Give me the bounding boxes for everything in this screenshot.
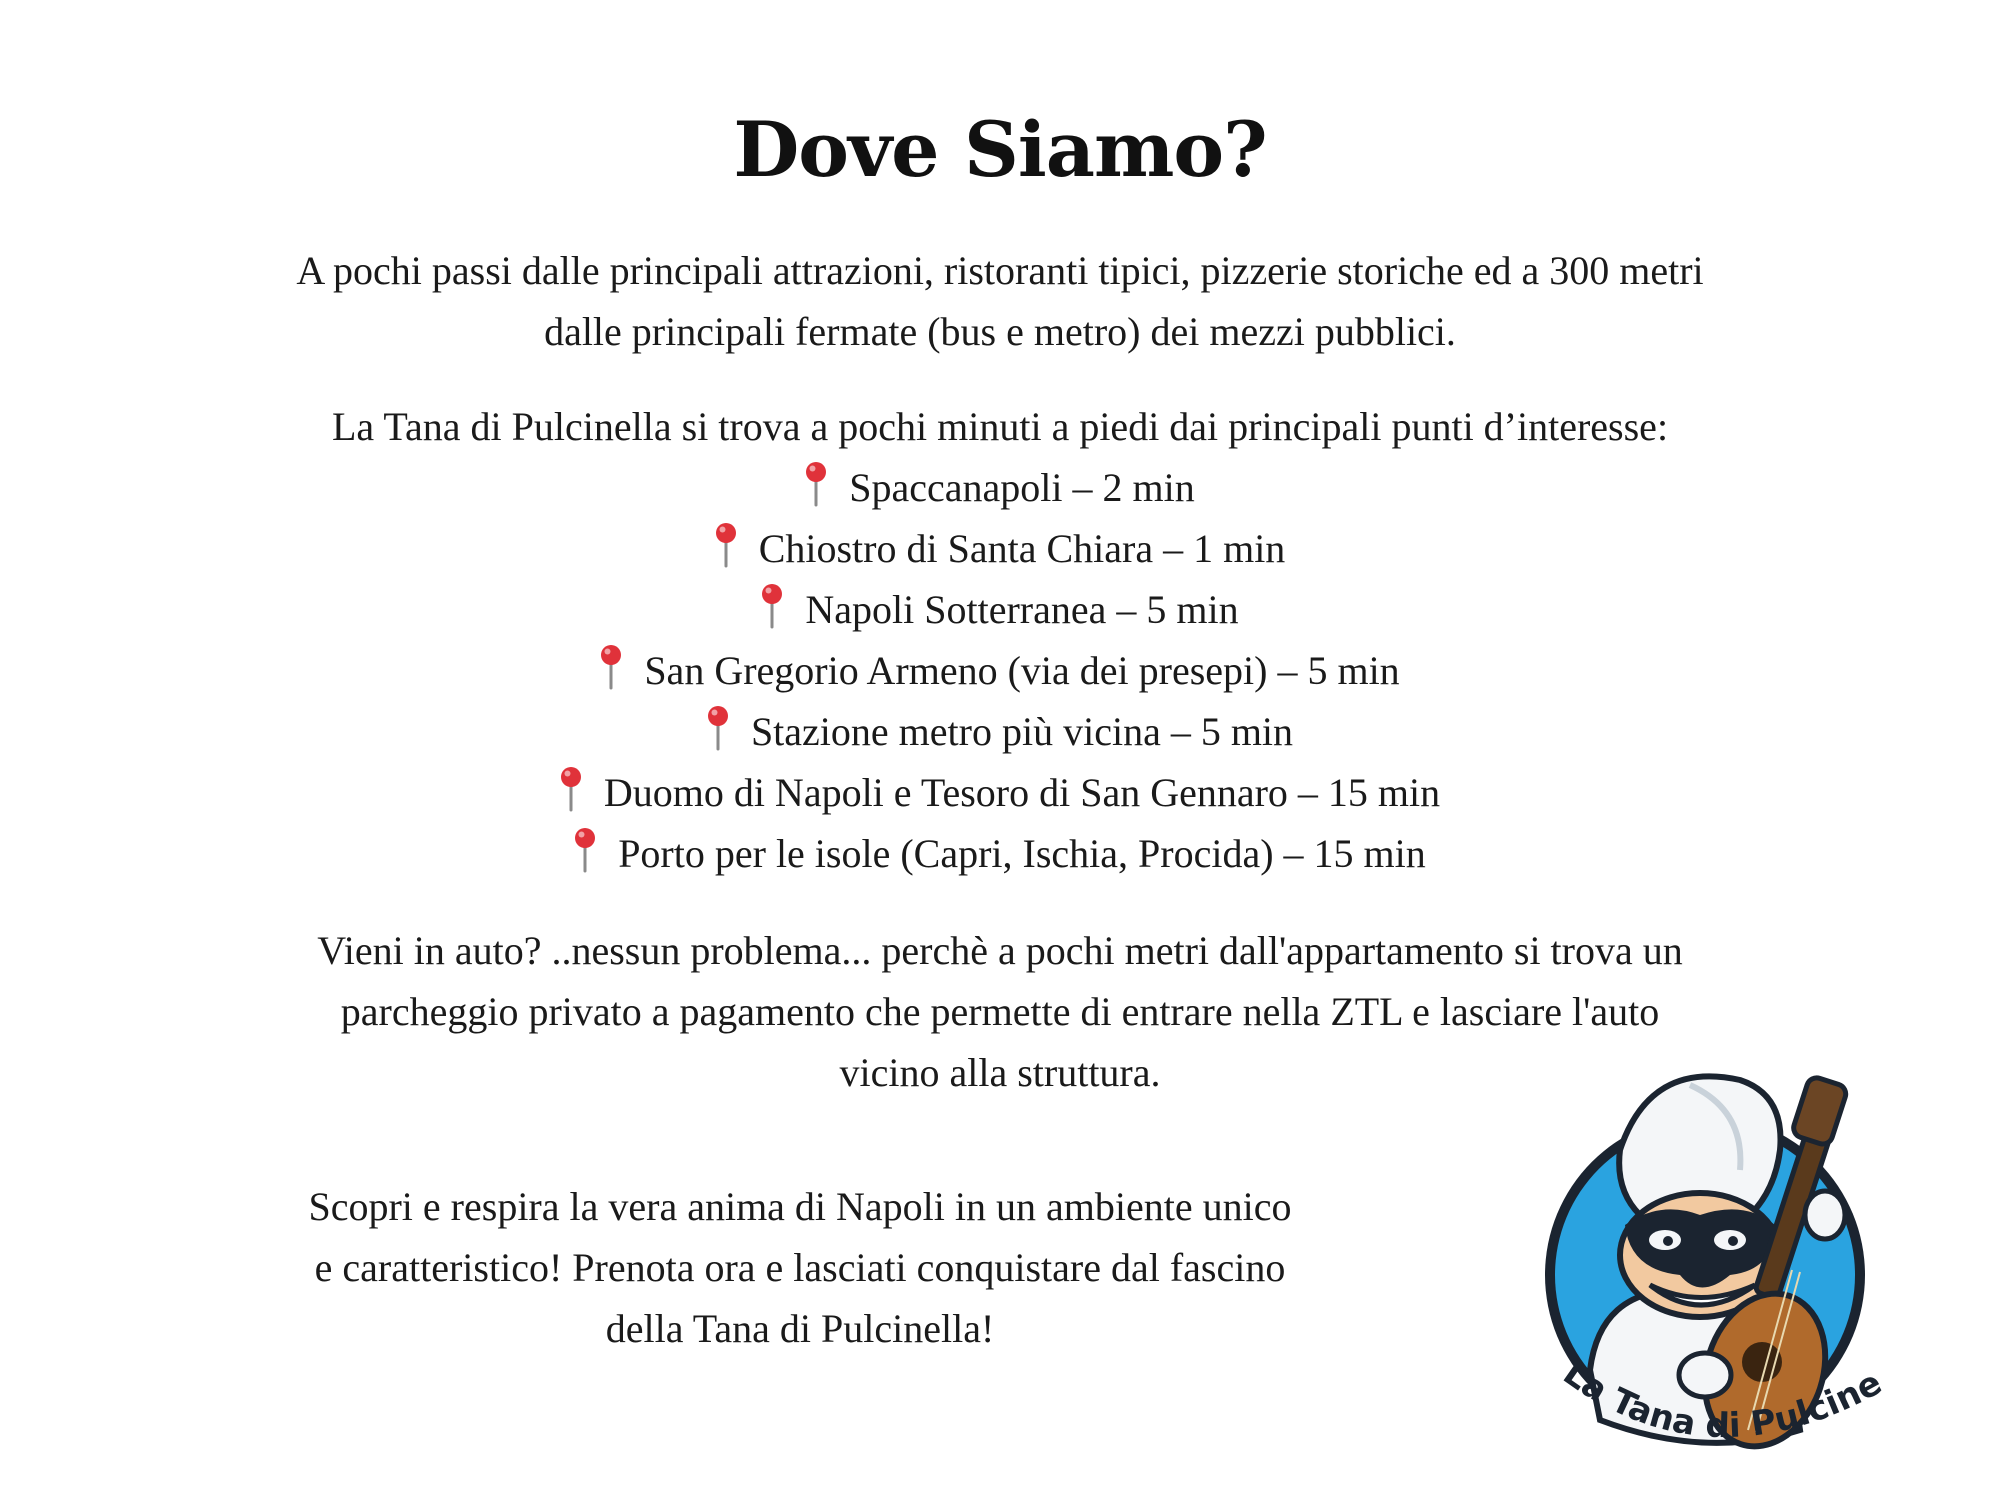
closing-paragraph [150,1176,1450,1359]
intro-paragraph [0,240,2000,362]
closing-line-2: e caratteristico! Prenota ora e lasciati conquistare dal fascino [314,1245,1286,1290]
poi-intro-text: La Tana di Pulcinella si trova a pochi minuti a piedi dai principali punti d’interesse: [331,404,1669,449]
closing-line-1: Scopri e respira la vera anima di Napoli in un ambiente unico [308,1184,1292,1229]
poi-label: Napoli Sotterranea – 5 min [805,587,1239,632]
intro-line-1: A pochi passi dalle principali attrazioni, ristoranti tipici, pizzerie storiche ed a 300 metri [296,248,1704,293]
points-of-interest-list [0,457,2000,884]
pulcinella-logo [1530,1040,1920,1480]
pulcinella-mascot-illustration [1530,1040,1920,1480]
poi-label: Spaccanapoli – 2 min [849,465,1195,510]
poi-item [0,762,2000,823]
round-pushpin-icon [560,766,582,812]
poi-label: Stazione metro più vicina – 5 min [750,709,1294,754]
round-pushpin-icon [600,644,622,690]
poi-item [0,640,2000,701]
poi-label: San Gregorio Armeno (via dei presepi) – 5 min [644,648,1400,693]
poi-label: Chiostro di Santa Chiara – 1 min [758,526,1286,571]
round-pushpin-icon [805,461,827,507]
intro-line-2: dalle principali fermate (bus e metro) dei mezzi pubblici. [544,309,1456,354]
poi-item [0,518,2000,579]
poi-item [0,579,2000,640]
round-pushpin-icon [574,827,596,873]
car-line-3: vicino alla struttura. [839,1050,1161,1095]
logo-text-path: La Tana di Pulcine [1555,1353,1889,1447]
round-pushpin-icon [761,583,783,629]
round-pushpin-icon [715,522,737,568]
poi-label: Duomo di Napoli e Tesoro di San Gennaro – 15 min [603,770,1441,815]
round-pushpin-icon [707,705,729,751]
poi-item [0,701,2000,762]
car-line-2: parcheggio privato a pagamento che permette di entrare nella ZTL e lasciare l'auto [340,989,1660,1034]
page-title: Dove Siamo? [733,105,1267,194]
poi-item [0,457,2000,518]
poi-item [0,823,2000,884]
closing-line-3: della Tana di Pulcinella! [605,1306,995,1351]
car-line-1: Vieni in auto? ..nessun problema... perchè a pochi metri dall'appartamento si trova un [317,928,1683,973]
poi-label: Porto per le isole (Capri, Ischia, Procida) – 15 min [618,831,1426,876]
